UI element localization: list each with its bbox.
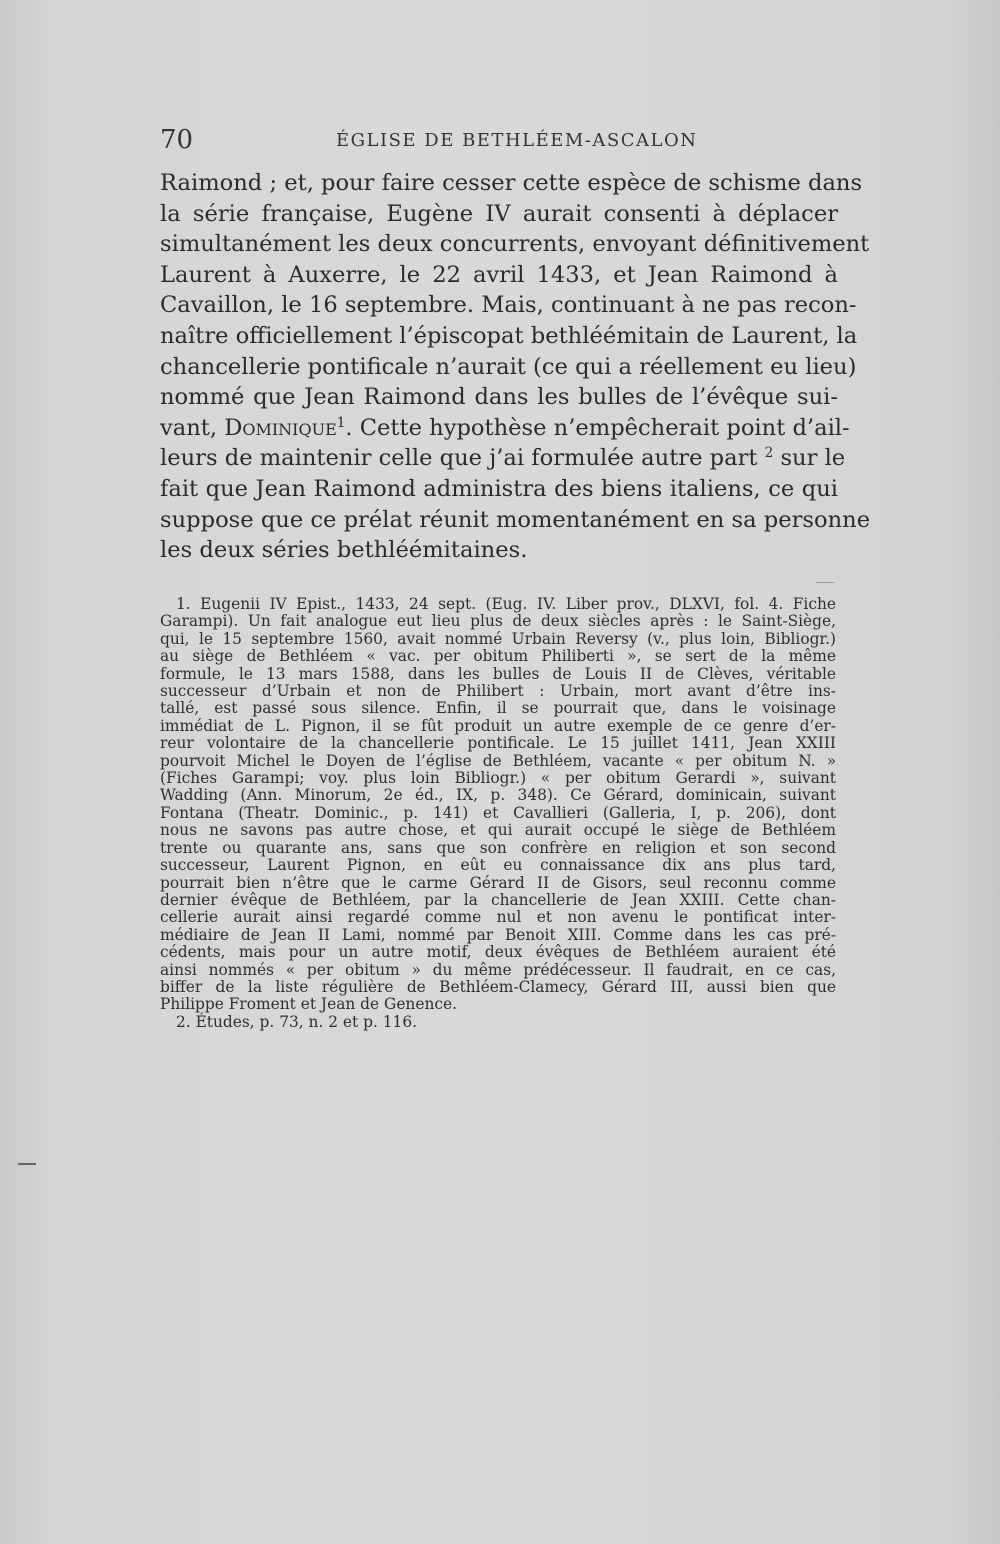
footnote-line: successeur d’Urbain et non de Philibert : Urbain, mort avant d’être ins-	[160, 682, 836, 701]
footnote-line: successeur, Laurent Pignon, en eût eu connaissance dix ans plus tard,	[160, 856, 836, 875]
footnote-line: pourrait bien n’être que le carme Gérard II de Gisors, seul reconnu comme	[160, 873, 836, 892]
page-number: 70	[160, 125, 194, 155]
page-header	[160, 122, 840, 162]
body-text-segment: . Cette hypothèse n’empêcherait point d’ail-	[345, 414, 850, 441]
body-line: Laurent à Auxerre, le 22 avril 1433, et Jean Raimond à	[160, 261, 838, 288]
small-caps-name: Dominique	[224, 414, 337, 441]
body-text-segment: vant,	[160, 414, 225, 441]
main-paragraph	[160, 168, 871, 566]
footnotes	[160, 596, 836, 1031]
footnote-ref-2: 2	[764, 445, 774, 462]
body-line: naître officiellement l’épiscopat bethléémitain de Laurent, la	[160, 322, 858, 349]
body-text-segment: sur le	[773, 445, 846, 472]
body-line: Cavaillon, le 16 septembre. Mais, continuant à ne pas recon-	[160, 292, 857, 319]
footnote-line: Wadding (Ann. Minorum, 2e éd., IX, p. 348). Ce Gérard, dominicain, suivant	[160, 786, 836, 805]
footnote-line: ainsi nommés « per obitum » du même prédécesseur. Il faudrait, en ce cas,	[160, 960, 836, 979]
footnote-line: médiaire de Jean II Lami, nommé par Benoit XIII. Comme dans les cas pré-	[160, 925, 836, 944]
footnote-line: nous ne savons pas autre chose, et qui aurait occupé le siège de Bethléem	[160, 821, 836, 840]
footnote-ref-1: 1	[336, 414, 346, 431]
body-line	[160, 443, 846, 474]
margin-mark	[18, 1163, 36, 1165]
footnote-line: cédents, mais pour un autre motif, deux évêques de Bethléem auraient été	[160, 943, 836, 962]
footnote-line: Garampi). Un fait analogue eut lieu plus de deux siècles après : le Saint-Siège,	[160, 612, 836, 631]
body-line: Raimond ; et, pour faire cesser cette espèce de schisme dans	[160, 170, 863, 196]
print-mark	[816, 582, 834, 583]
footnote-line: tallé, est passé sous silence. Enfin, il se pourrait que, dans le voisinage	[160, 699, 836, 718]
body-line: fait que Jean Raimond administra des biens italiens, ce qui	[160, 475, 838, 502]
body-line: suppose que ce prélat réunit momentanément en sa personne	[160, 506, 871, 533]
footnote-line: Philippe Froment et Jean de Genence.	[160, 995, 457, 1014]
body-line: la série française, Eugène IV aurait consenti à déplacer	[160, 200, 838, 227]
body-text-segment: leurs de maintenir celle que j’ai formulée autre part	[160, 445, 765, 472]
footnote-line: trente ou quarante ans, sans que son confrère en religion et son second	[160, 838, 836, 857]
footnote-line: cellerie aurait ainsi regardé comme nul et non avenu le pontificat inter-	[160, 908, 836, 927]
footnote-line: 2. Études, p. 73, n. 2 et p. 116.	[176, 1012, 418, 1031]
footnote-line: formule, le 13 mars 1588, dans les bulles de Louis II de Clèves, véritable	[160, 664, 836, 683]
body-line: chancellerie pontificale n’aurait (ce qui a réellement eu lieu)	[160, 353, 857, 380]
footnote-line: reur volontaire de la chancellerie pontificale. Le 15 juillet 1411, Jean XXIII	[160, 734, 836, 753]
footnote-line: (Fiches Garampi; voy. plus loin Bibliogr.) « per obitum Gerardi », suivant	[160, 769, 836, 788]
footnote-line: qui, le 15 septembre 1560, avait nommé Urbain Reversy (v., plus loin, Bibliogr.)	[160, 629, 836, 648]
running-title: ÉGLISE DE BETHLÉEM-ASCALON	[336, 130, 698, 151]
body-line: nommé que Jean Raimond dans les bulles de l’évêque sui-	[160, 384, 838, 411]
footnote-line: dernier évêque de Bethléem, par la chancellerie de Jean XXIII. Cette chan-	[160, 890, 836, 909]
footnote-line: au siège de Bethléem « vac. per obitum Philiberti », se sert de la même	[160, 647, 836, 666]
footnote-line: biffer de la liste régulière de Bethléem-Clamecy, Gérard III, aussi bien que	[160, 977, 836, 996]
body-line: simultanément les deux concurrents, envoyant définitivement	[160, 231, 870, 258]
footnote-line: immédiat de L. Pignon, il se fût produit un autre exemple de ce genre d’er-	[160, 716, 836, 735]
body-line	[160, 413, 850, 444]
footnote-line: pourvoit Michel le Doyen de l’église de Bethléem, vacante « per obitum N. »	[160, 751, 836, 770]
body-line: les deux séries bethléémitaines.	[160, 537, 528, 564]
footnote-line: Fontana (Theatr. Dominic., p. 141) et Cavallieri (Galleria, I, p. 206), dont	[160, 803, 836, 822]
footnote-line: 1. Eugenii IV Epist., 1433, 24 sept. (Eug. IV. Liber prov., DLXVI, fol. 4. Fiche	[176, 595, 836, 613]
